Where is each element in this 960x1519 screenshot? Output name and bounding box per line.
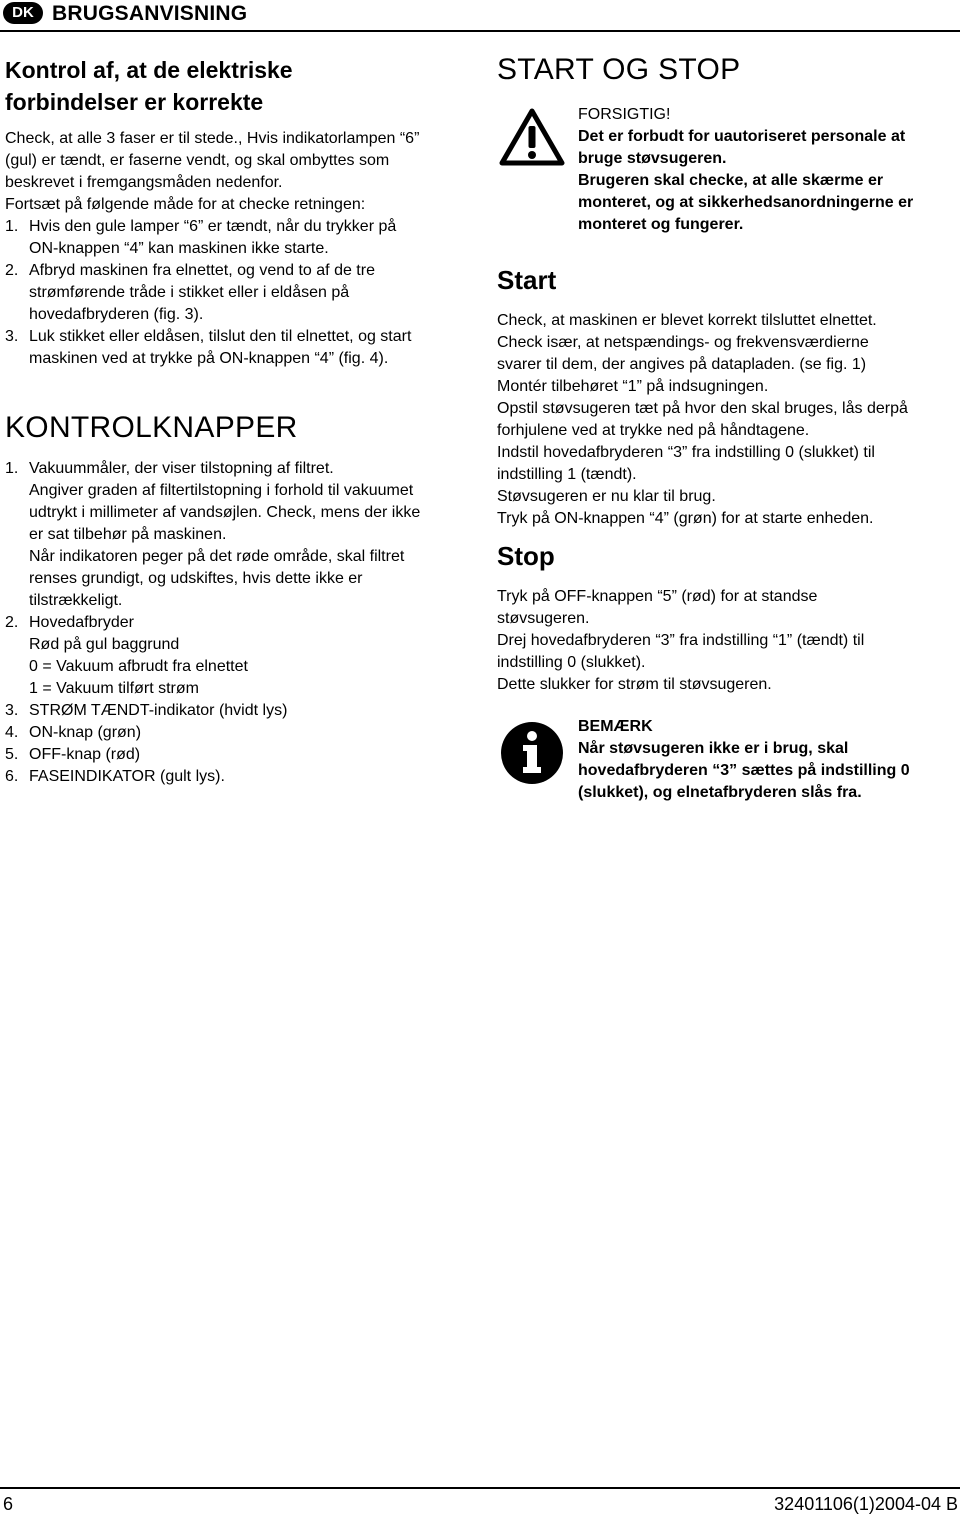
controls-list bbox=[5, 458, 467, 788]
note-notice: BEMÆRK Når støvsugeren ikke er i brug, skal hovedafbryderen “3” sættes på indstilling 0 (slukket), og elnetafbryderen slås fra. bbox=[497, 716, 957, 804]
document-code: 32401106(1)2004-04 B bbox=[774, 1494, 958, 1514]
list-item: 3. Luk stikket eller eldåsen, tilslut den til elnettet, og start maskinen ved at trykke på ON-knappen “4” (fig. 4). bbox=[5, 328, 412, 367]
list-item: 3. STRØM TÆNDT-indikator (hvidt lys) bbox=[5, 702, 288, 719]
list-item: 5. OFF-knap (rød) bbox=[5, 746, 141, 763]
page-number: 6 bbox=[3, 1494, 14, 1514]
electrical-intro: Check, at alle 3 faser er til stede., Hvis indikatorlampen “6” (gul) er tændt, er faserne vendt, og skal ombyttes som beskrevet i fremgangsmåden nedenfor. Fortsæt på følgende måde for at checke retningen: bbox=[5, 130, 420, 213]
start-instructions: Check, at maskinen er blevet korrekt tilsluttet elnettet. Check især, at netspændings- og frekvensværdierne svarer til dem, der angives på datapladen. (se fig. 1) Montér tilbehøret “1” på indsugningen. Opstil støvsugeren tæt på hvor den skal bruges, lås derpå forhjulene ved at trykke ned på håndtagene. Indstil hovedafbryderen “3” fra indstilling 0 (slukket) til indstilling 1 (tændt). Støvsugeren er nu klar til brug. Tryk på ON-knappen “4” (grøn) for at starte enheden. bbox=[497, 312, 908, 527]
note-heading: BEMÆRK bbox=[578, 718, 653, 735]
left-column bbox=[5, 54, 467, 788]
warning-triangle-icon bbox=[499, 108, 565, 171]
spacer bbox=[5, 446, 467, 458]
electrical-steps bbox=[5, 216, 467, 370]
warning-heading: FORSIGTIG! bbox=[578, 106, 671, 123]
list-item: 1. Vakuummåler, der viser tilstopning af filtret. Angiver graden af filtertilstopning i forhold til vakuumet udtrykt i millimeter af vandsøjlen. Check, mens der ikke er sat tilbehør på maskinen. Når indikatoren peger på det røde område, skal filtret renses grundigt, og udskiftes, hvis dette ikke er tilstrækkeligt. bbox=[5, 460, 421, 609]
stop-instructions: Tryk på OFF-knappen “5” (rød) for at standse støvsugeren. Drej hovedafbryderen “3” fra indstilling “1” (tændt) til indstilling 0 (slukket). Dette slukker for strøm til støvsugeren. bbox=[497, 588, 865, 693]
right-column bbox=[497, 52, 957, 804]
subsection-title-start: Start bbox=[497, 265, 557, 295]
list-item: 6. FASEINDIKATOR (gult lys). bbox=[5, 768, 225, 785]
list-item: 1. Hvis den gule lamper “6” er tændt, når du trykker på ON-knappen “4” kan maskinen ikke starte. bbox=[5, 218, 397, 257]
list-item: 2. Afbryd maskinen fra elnettet, og vend to af de tre strømførende tråde i stikket eller i eldåsen på hovedafbryderen (fig. 3). bbox=[5, 262, 375, 323]
spacer bbox=[497, 296, 957, 310]
info-circle-icon bbox=[499, 720, 565, 791]
spacer bbox=[5, 370, 467, 410]
warning-notice: FORSIGTIG! Det er forbudt for uautoriseret personale at bruge støvsugeren. Brugeren skal checke, at alle skærme er monteret, og at sikkerhedsanordningerne er monteret og fungerer. bbox=[497, 104, 957, 236]
spacer bbox=[497, 572, 957, 586]
spacer bbox=[497, 236, 957, 264]
subsection-title-stop: Stop bbox=[497, 541, 555, 571]
spacer bbox=[5, 118, 467, 128]
section-title-electrical: Kontrol af, at de elektriske forbindelser er korrekte bbox=[5, 57, 293, 115]
spacer bbox=[497, 88, 957, 104]
spacer bbox=[497, 530, 957, 540]
list-item: 4. ON-knap (grøn) bbox=[5, 724, 142, 741]
footer-divider bbox=[0, 1487, 960, 1489]
document-title: BRUGSANVISNING bbox=[52, 2, 248, 25]
section-title-start-stop: START OG STOP bbox=[497, 53, 741, 86]
section-title-controls: KONTROLKNAPPER bbox=[5, 411, 298, 444]
language-badge: DK bbox=[3, 2, 43, 24]
list-item: 2. Hovedafbryder Rød på gul baggrund 0 = Vakuum afbrudt fra elnettet 1 = Vakuum tilført strøm bbox=[5, 614, 248, 697]
header-divider bbox=[0, 30, 960, 32]
page-header bbox=[0, 0, 960, 30]
spacer bbox=[497, 696, 957, 716]
